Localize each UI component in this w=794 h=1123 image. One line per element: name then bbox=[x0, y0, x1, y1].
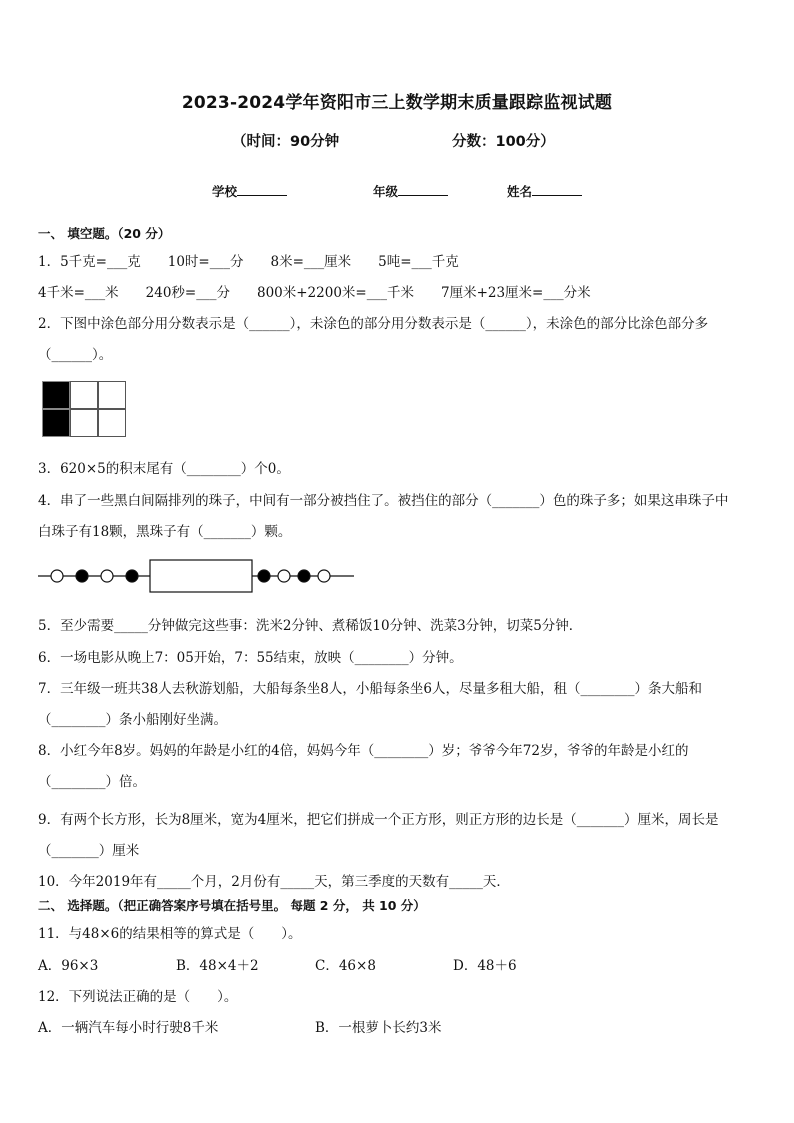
question-9-line-1: 9．有两个长方形，长为8厘米，宽为4厘米，把它们拼成一个正方形，则正方形的边长是（_______）厘米，周长是 bbox=[38, 812, 719, 828]
black-bead bbox=[258, 570, 270, 582]
black-bead bbox=[298, 570, 310, 582]
white-bead bbox=[51, 570, 63, 582]
question-12-option-a[interactable]: A．一辆汽车每小时行驶8千米 bbox=[38, 1020, 219, 1036]
name-blank[interactable] bbox=[532, 183, 582, 196]
fraction-grid bbox=[42, 381, 126, 437]
question-12: 12．下列说法正确的是（ ）。 bbox=[38, 989, 238, 1005]
grade-blank[interactable] bbox=[398, 183, 448, 196]
white-bead bbox=[278, 570, 290, 582]
question-8-line-1: 8．小红今年8岁。妈妈的年龄是小红的4倍，妈妈今年（________）岁；爷爷今年72岁，爷爷的年龄是小红的 bbox=[38, 743, 689, 759]
grid-cell bbox=[42, 409, 70, 437]
question-5: 5．至少需要_____分钟做完这些事：洗米2分钟、煮稀饭10分钟、洗菜3分钟，切菜5分钟． bbox=[38, 618, 583, 634]
question-11-option-a[interactable]: A．96×3 bbox=[38, 958, 99, 974]
grid-cell bbox=[70, 381, 98, 409]
grid-cell bbox=[98, 381, 126, 409]
grade-field bbox=[373, 182, 448, 200]
question-1-line-1: 1．5千克=___克 10时=___分 8米=___厘米 5吨=___千克 bbox=[38, 254, 459, 270]
grade-label: 年级 bbox=[373, 184, 399, 199]
question-11-option-b[interactable]: B．48×4＋2 bbox=[176, 958, 259, 974]
name-label: 姓名 bbox=[507, 184, 533, 199]
black-bead bbox=[76, 570, 88, 582]
question-1-line-2: 4千米=___米 240秒=___分 800米+2200米=___千米 7厘米+23厘米=___分米 bbox=[38, 285, 591, 301]
black-bead bbox=[126, 570, 138, 582]
section-2-heading: 二、 选择题。（把正确答案序号填在括号里。 每题 2 分， 共 10 分） bbox=[38, 898, 426, 913]
question-12-option-b[interactable]: B．一根萝卜长约3米 bbox=[315, 1020, 442, 1036]
cover-box bbox=[150, 560, 252, 592]
grid-cell bbox=[42, 381, 70, 409]
question-3: 3．620×5的积末尾有（________）个0。 bbox=[38, 461, 290, 477]
page-title: 2023-2024学年资阳市三上数学期末质量跟踪监视试题 bbox=[181, 93, 613, 113]
section-1-heading: 一、 填空题。（20 分） bbox=[38, 226, 171, 241]
white-bead bbox=[318, 570, 330, 582]
question-8-line-2: （________）倍。 bbox=[38, 774, 146, 790]
question-4-line-2: 白珠子有18颗，黑珠子有（_______）颗。 bbox=[38, 524, 292, 540]
bead-string-figure bbox=[36, 558, 358, 594]
question-6: 6．一场电影从晚上7：05开始，7：55结束，放映（________）分钟。 bbox=[38, 650, 463, 666]
question-4-line-1: 4．串了一些黑白间隔排列的珠子，中间有一部分被挡住了。被挡住的部分（_______）色的珠子多；如果这串珠子中 bbox=[38, 493, 729, 509]
white-bead bbox=[101, 570, 113, 582]
grid-cell bbox=[70, 409, 98, 437]
question-2-line-1: 2．下图中涂色部分用分数表示是（______），未涂色的部分用分数表示是（______），未涂色的部分比涂色部分多 bbox=[38, 316, 709, 332]
name-field bbox=[507, 182, 582, 200]
school-field bbox=[212, 182, 287, 200]
exam-score: 分数：100分） bbox=[452, 134, 555, 150]
question-11-option-d[interactable]: D．48＋6 bbox=[453, 958, 517, 974]
question-9-line-2: （_______）厘米 bbox=[38, 843, 140, 859]
question-7-line-1: 7．三年级一班共38人去秋游划船，大船每条坐8人，小船每条坐6人，尽量多租大船，租（________）条大船和 bbox=[38, 681, 702, 697]
question-10: 10．今年2019年有_____个月，2月份有_____天，第三季度的天数有_____天． bbox=[38, 874, 510, 890]
question-7-line-2: （________）条小船刚好坐满。 bbox=[38, 712, 227, 728]
question-11-option-c[interactable]: C．46×8 bbox=[315, 958, 376, 974]
school-label: 学校 bbox=[212, 184, 238, 199]
question-11: 11．与48×6的结果相等的算式是（ ）。 bbox=[38, 926, 302, 942]
exam-time: （时间：90分钟 bbox=[232, 134, 340, 150]
grid-cell bbox=[98, 409, 126, 437]
question-2-line-2: （______）。 bbox=[38, 347, 113, 363]
school-blank[interactable] bbox=[237, 183, 287, 196]
